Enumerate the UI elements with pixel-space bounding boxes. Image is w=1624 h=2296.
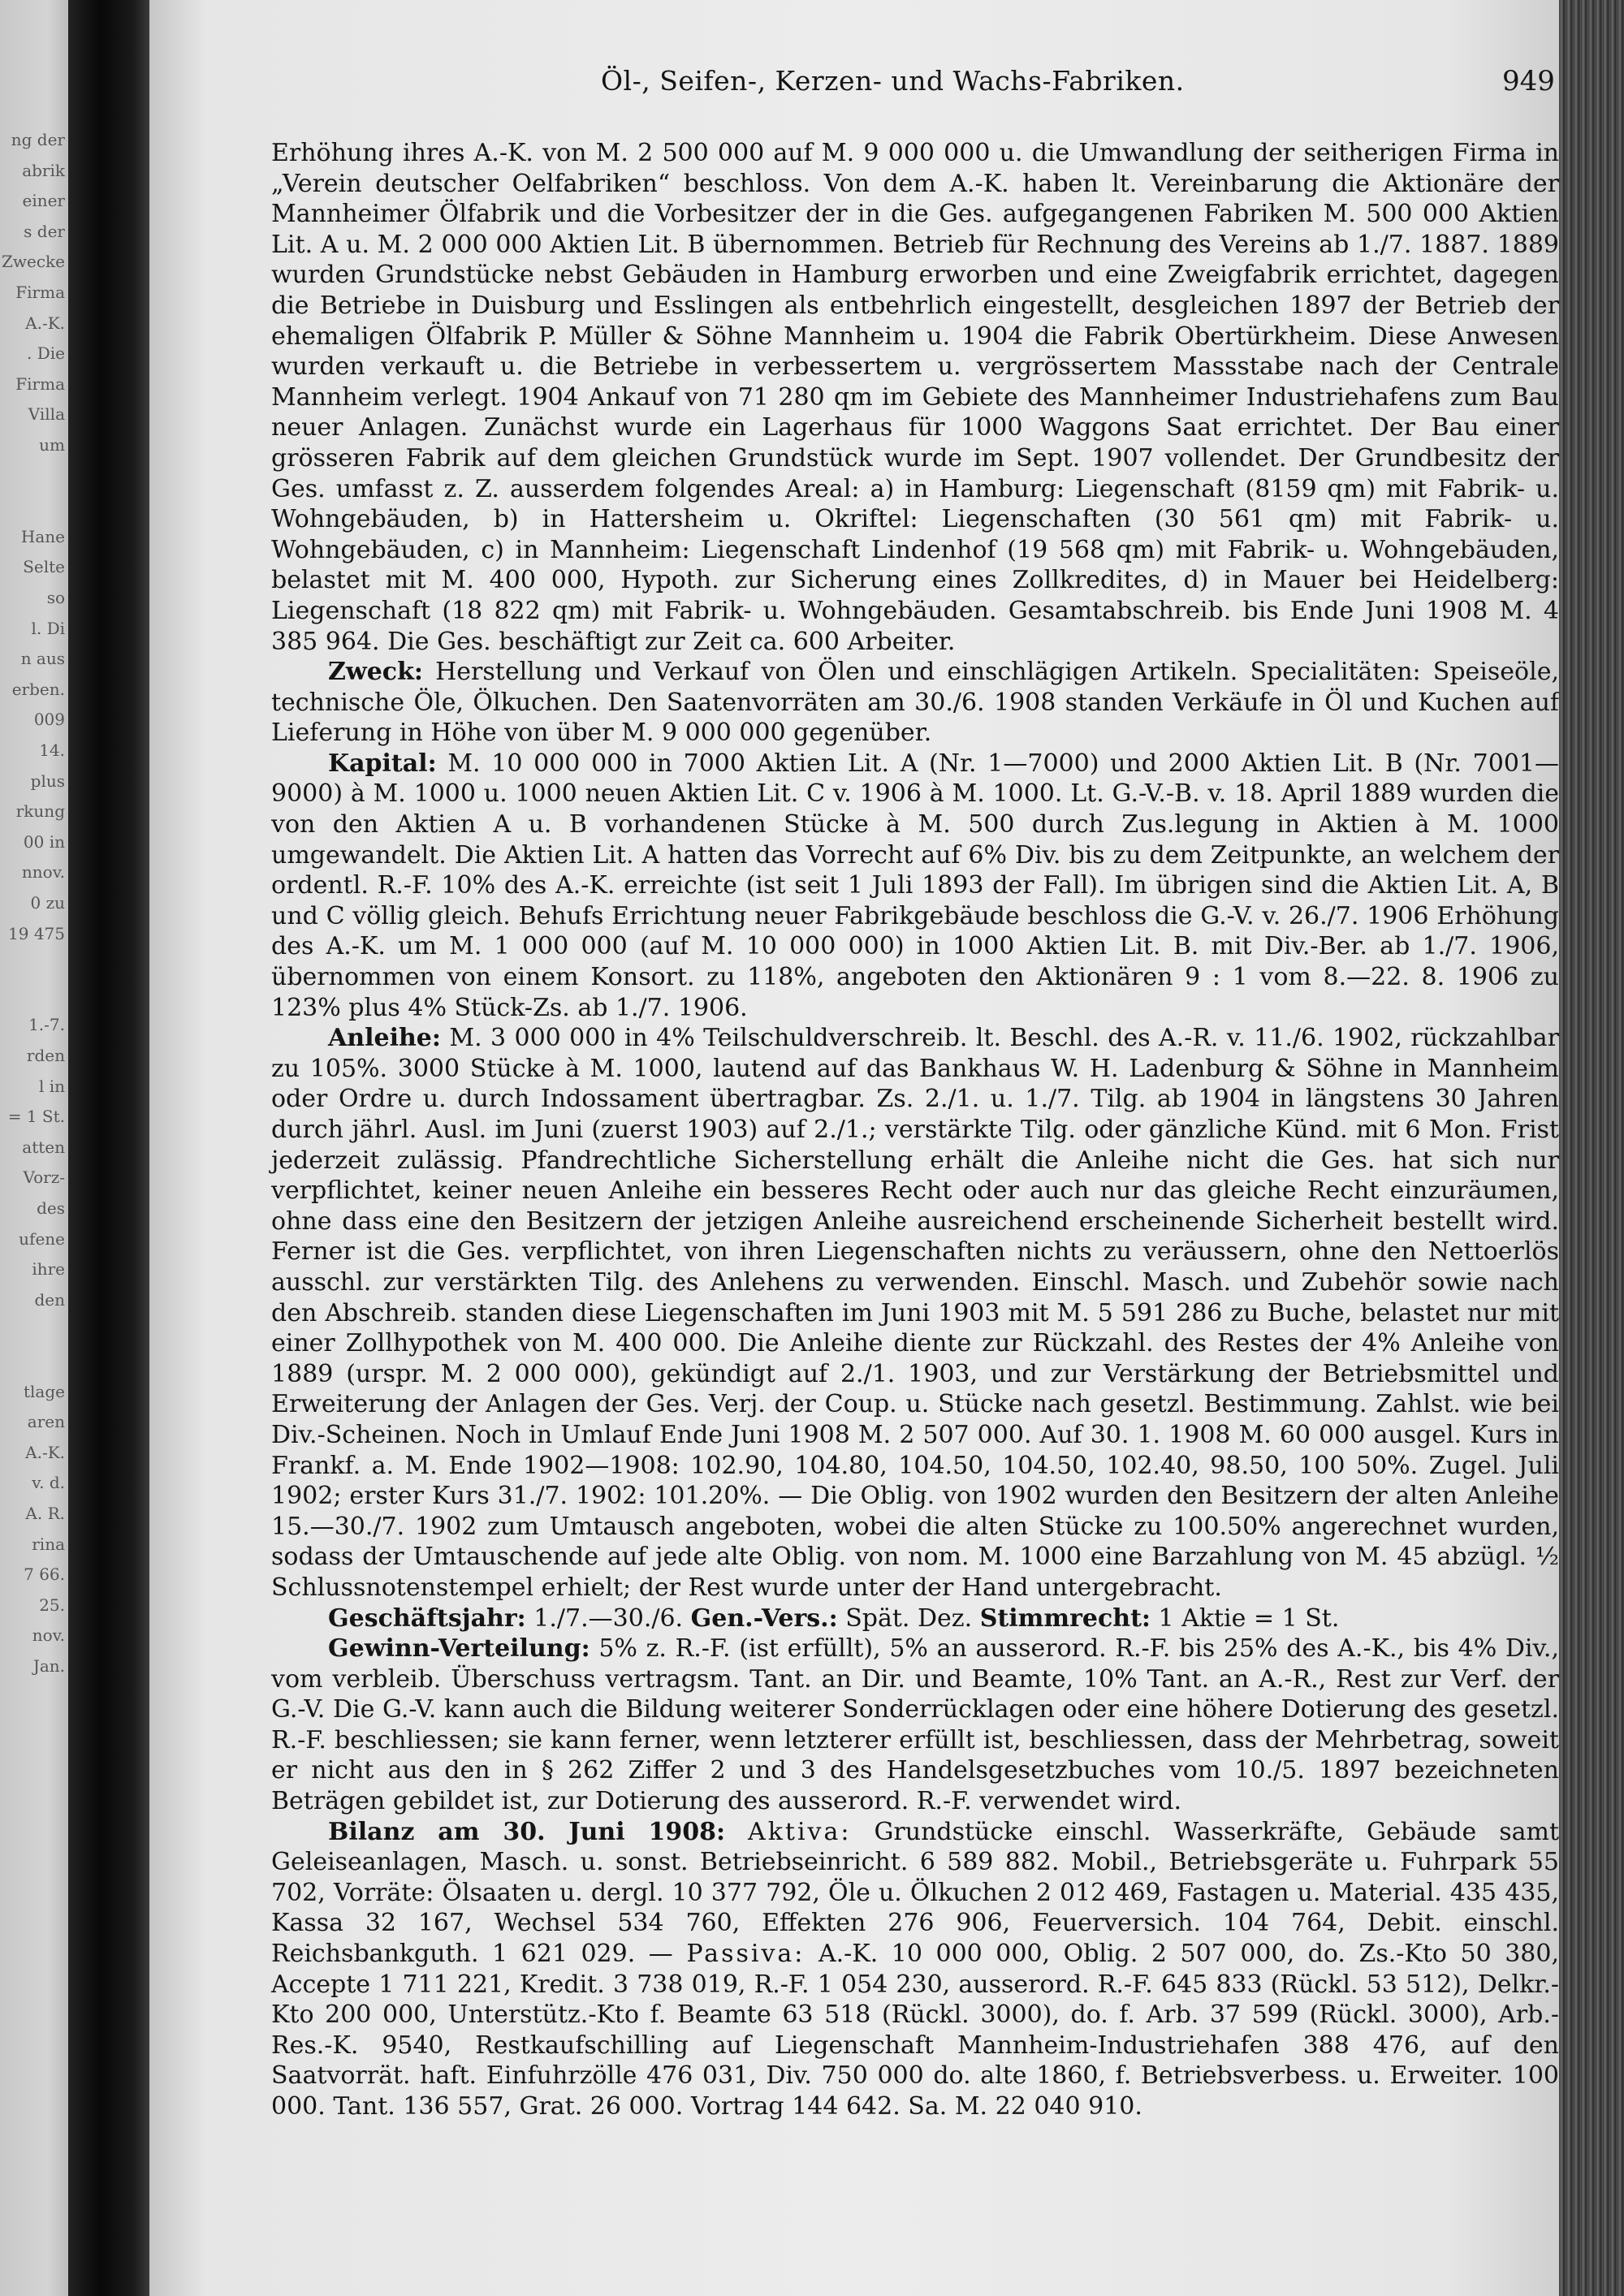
previous-page-fragment: 1.-7. xyxy=(28,1015,65,1035)
previous-page-fragment: so xyxy=(46,588,65,607)
previous-page-fragment: einer xyxy=(22,191,65,211)
label-zweck: Zweck: xyxy=(328,658,423,687)
previous-page-fragment: A.-K. xyxy=(25,1442,65,1462)
paragraph-bilanz xyxy=(271,1817,1559,2122)
text-kapital: M. 10 000 000 in 7000 Aktien Lit. A (Nr. 1—7000) und 2000 Aktien Lit. B (Nr. 7001—9000) à M. 1000 u. 1000 neuen Aktien Lit. C v. 1906 à M. 1000. Lt. G.-V.-B. v. 18. April 1889 wurden die von den Aktien A u. B vorhandenen Stücke à M. 500 durch Zus.legung in Aktien à M. 1000 umgewandelt. Die Aktien Lit. A hatten das Vorrecht auf 6% Div. bis zu dem Zeitpunkte, an welchem der ordentl. R.-F. 10% des A.-K. erreichte (ist seit 1 Juli 1893 der Fall). Im übrigen sind die Aktien Lit. A, B und C völlig gleich. Behufs Errichtung neuer Fabrikgebäude beschloss die G.-V. v. 26./7. 1906 Erhöhung des A.-K. um M. 1 000 000 (auf M. 10 000 000) in 1000 Aktien Lit. B. mit Div.-Ber. ab 1./7. 1906, übernommen von einem Konsort. zu 118%, angeboten den Aktionären 9 : 1 vom 8.—22. 8. 1906 zu 123% plus 4% Stück-Zs. ab 1./7. 1906. xyxy=(271,749,1559,1022)
intro-paragraph: Erhöhung ihres A.-K. von M. 2 500 000 auf M. 9 000 000 u. die Umwandlung der seitherigen Firma in „Verein deutscher Oelfabriken“ beschloss. Von dem A.-K. haben lt. Vereinbarung die Aktionäre der Mannheimer Ölfabrik und die Vorbesitzer der in die Ges. aufgegangenen Fabriken M. 500 000 Aktien Lit. A u. M. 2 000 000 Aktien Lit. B übernommen. Betrieb für Rechnung des Vereins ab 1./7. 1887. 1889 wurden Grundstücke nebst Gebäuden in Hamburg erworben und eine Zweigfabrik errichtet, dagegen die Betriebe in Duisburg und Esslingen als entbehrlich eingestellt, desgleichen 1897 der Betrieb der ehemaligen Ölfabrik P. Müller & Söhne Mannheim u. 1904 die Fabrik Obertürkheim. Diese Anwesen wurden verkauft u. die Betriebe in verbessertem u. vergrössertem Massstabe nach der Centrale Mannheim verlegt. 1904 Ankauf von 71 280 qm im Gebiete des Mannheimer Industriehafens zum Bau neuer Anlagen. Zunächst wurde ein Lagerhaus für 1000 Waggons Saat errichtet. Der Bau einer grösseren Fabrik auf dem gleichen Grundstück wurde im Sept. 1907 vollendet. Der Grundbesitz der Ges. umfasst z. Z. ausserdem folgendes Areal: a) in Hamburg: Liegenschaft (8159 qm) mit Fabrik- u. Wohngebäuden, b) in Hattersheim u. Okriftel: Liegenschaften (30 561 qm) mit Fabrik- u. Wohngebäuden, c) in Mannheim: Liegenschaft Lindenhof (19 568 qm) mit Fabrik- u. Wohngebäuden, belastet mit M. 400 000, Hypoth. zur Sicherung eines Zollkredites, d) in Mauer bei Heidelberg: Liegenschaft (18 822 qm) mit Fabrik- u. Wohngebäuden. Gesamtabschreib. bis Ende Juni 1908 M. 4 385 964. Die Ges. beschäftigt zur Zeit ca. 600 Arbeiter. xyxy=(271,139,1559,656)
previous-page-fragment: atten xyxy=(22,1137,65,1157)
text-geschaeftsjahr: 1./7.—30./6. xyxy=(525,1603,691,1633)
previous-page-fragment: n aus xyxy=(20,649,65,669)
previous-page-fragment: nov. xyxy=(32,1625,65,1646)
previous-page-fragment: 7 66. xyxy=(24,1564,65,1585)
previous-page-fragment: rina xyxy=(32,1534,65,1554)
previous-page-fragment: v. d. xyxy=(32,1473,65,1493)
previous-page-fragment: 009 xyxy=(33,710,65,730)
label-anleihe: Anleihe: xyxy=(328,1024,441,1053)
previous-page-fragment: rkung xyxy=(15,801,65,822)
label-stimmrecht: Stimmrecht: xyxy=(979,1603,1151,1633)
previous-page-fragment: abrik xyxy=(22,160,65,180)
previous-page-fragment: ihre xyxy=(32,1259,65,1280)
previous-page-fragment: . Die xyxy=(27,343,65,364)
paragraph-zweck xyxy=(271,657,1559,749)
page-stack-edge xyxy=(1559,0,1624,2296)
book-gutter xyxy=(68,0,149,2296)
previous-page-fragment: l in xyxy=(38,1076,65,1096)
previous-page-fragment: nnov. xyxy=(21,862,65,883)
label-gewinn-verteilung: Gewinn-Verteilung: xyxy=(328,1634,590,1664)
previous-page-fragment: rden xyxy=(26,1046,65,1065)
text-passiva: A.-K. 10 000 000, Oblig. 2 507 000, do. Zs.-Kto 50 380, Accepte 1 711 221, Kredit. 3 738 019, R.-F. 1 054 230, ausserord. R.-F. 645 833 (Rückl. 53 512), Delkr.-Kto 200 000, Unterstütz.-Kto f. Beamte 63 518 (Rückl. 3000), do. f. Arb. 37 599 (Rückl. 3000), Arb.-Res.-K. 9540, Restkaufschilling auf Liegenschaft Mannheim-Industriehafen 388 476, auf den Saatvorrät. haft. Einfuhrzölle 476 031, Div. 750 000 do. alte 1860, f. Betriebsverbess. u. Erweiter. 100 000. Tant. 136 557, Grat. 26 000. Vortrag 144 642. Sa. M. 22 040 910. xyxy=(271,1940,1559,2121)
text-aktiva: Grundstücke einschl. Wasserkräfte, Gebäude samt Geleiseanlagen, Masch. u. sonst. Betriebseinricht. 6 589 882. Mobil., Betriebsgeräte u. Fuhrpark 55 702, Vorräte: Ölsaaten u. dergl. 10 377 792, Öle u. Ölkuchen 2 012 469, Fastagen u. Material. 435 435, Kassa 32 167, Wechsel 534 760, Effekten 276 906, Feuerversich. 104 764, Debit. einschl. Reichsbankguth. 1 621 029. — xyxy=(271,1817,1559,1969)
previous-page-fragment: Jan. xyxy=(32,1656,65,1676)
previous-page-fragment: ufene xyxy=(19,1228,65,1249)
previous-page-edge xyxy=(0,0,68,2296)
page-number: 949 xyxy=(1502,65,1555,97)
label-gen-vers: Gen.-Vers.: xyxy=(690,1603,838,1633)
running-head: Öl-, Seifen-, Kerzen- und Wachs-Fabriken. xyxy=(601,65,1185,97)
paragraph-geschaeftsjahr xyxy=(271,1603,1559,1634)
previous-page-fragment: Firma xyxy=(15,283,65,302)
page xyxy=(149,0,1559,2296)
previous-page-fragment: l. Di xyxy=(31,618,65,638)
paragraph-anleihe xyxy=(271,1023,1559,1603)
label-bilanz: Bilanz am 30. Juni 1908: xyxy=(328,1817,726,1846)
previous-page-fragment: um xyxy=(39,435,65,455)
previous-page-fragment: aren xyxy=(27,1412,65,1432)
paragraph-kapital xyxy=(271,749,1559,1023)
text-zweck: Herstellung und Verkauf von Ölen und einschlägigen Artikeln. Specialitäten: Speiseöle, technische Öle, Ölkuchen. Den Saatenvorräten am 30./6. 1908 standen Verkäufe in Öl und Kuchen auf Lieferung in Höhe von über M. 9 000 000 gegenüber. xyxy=(271,658,1559,748)
paragraph-gewinn-verteilung xyxy=(271,1634,1559,1817)
previous-page-fragment: 0 zu xyxy=(30,893,65,913)
previous-page-fragment: plus xyxy=(30,770,65,791)
label-aktiva: Aktiva: xyxy=(748,1817,852,1846)
previous-page-fragment: 00 in xyxy=(23,831,65,852)
previous-page-fragment: ng der xyxy=(11,130,65,149)
previous-page-fragment: 25. xyxy=(39,1595,65,1615)
previous-page-fragment: Hane xyxy=(20,526,65,546)
previous-page-fragment: 14. xyxy=(39,740,65,760)
previous-page-fragment: Firma xyxy=(15,373,65,394)
label-kapital: Kapital: xyxy=(328,749,437,778)
previous-page-fragment: = 1 St. xyxy=(7,1107,65,1127)
previous-page-fragment: den xyxy=(34,1289,65,1310)
text-gewinn-verteilung: 5% z. R.-F. (ist erfüllt), 5% an ausserord. R.-F. bis 25% des A.-K., bis 4% Div., vom verbleib. Überschuss vertragsm. Tant. an Dir. und Beamte, 10% Tant. an A.-R., Rest zur Verf. der G.-V. Die G.-V. kann auch die Bildung weiterer Sonderrücklagen oder eine höhere Dotierung des gesetzl. R.-F. beschliessen; sie kann ferner, wenn letzterer erfüllt ist, beschliessen, dass der Mehrbetrag, soweit er nicht aus den in § 262 Ziffer 2 und 3 des Handelsgesetzbuches vom 10./5. 1897 bezeichneten Beträgen gebildet ist, zur Dotierung des ausserord. R.-F. verwendet wird. xyxy=(271,1634,1559,1816)
previous-page-fragment: tlage xyxy=(24,1381,65,1401)
label-passiva: Passiva: xyxy=(686,1940,806,1969)
previous-page-fragment: A.-K. xyxy=(25,313,65,333)
previous-page-fragment: Villa xyxy=(28,404,65,425)
text-gen-vers: Spät. Dez. xyxy=(837,1603,980,1633)
previous-page-fragment: s der xyxy=(24,221,65,241)
previous-page-fragment: erben. xyxy=(11,679,65,699)
body-text xyxy=(271,138,1559,2122)
label-geschaeftsjahr: Geschäftsjahr: xyxy=(328,1603,526,1633)
previous-page-fragment: Vorz- xyxy=(23,1167,65,1188)
text-anleihe: M. 3 000 000 in 4% Teilschuldverschreib. lt. Beschl. des A.-R. v. 11./6. 1902, rückzahlbar zu 105%. 3000 Stücke à M. 1000, lautend auf das Bankhaus W. H. Ladenburg & Söhne in Mannheim oder Ordre u. durch Indossament übertragbar. Zs. 2./1. u. 1./7. Tilg. ab 1904 in längstens 30 Jahren durch jährl. Ausl. im Juni (zuerst 1903) auf 2./1.; verstärkte Tilg. oder gänzliche Künd. mit 6 Mon. Frist jederzeit zulässig. Pfandrechtliche Sicherstellung erhält die Anleihe nicht die Ges. hat sich nur verpflichtet, keiner neuen Anleihe ein besseres Recht oder auch nur das gleiche Recht einzuräumen, ohne dass eine den Besitzern der jetzigen Anleihe ausreichend erscheinende Sicherheit bestellt wird. Ferner ist die Ges. verpflichtet, von ihren Liegenschaften nichts zu veräussern, ohne den Nettoerlös ausschl. zur verstärkten Tilg. des Anlehens zu verwenden. Einschl. Masch. und Zubehör sowie nach den Abschreib. standen diese Liegenschaften im Juni 1903 mit M. 5 591 286 zu Buche, belastet nur mit einer Zollhypothek von M. 400 000. Die Anleihe diente zur Rückzahl. des Restes der 4% Anleihe von 1889 (urspr. M. 2 000 000), gekündigt auf 2./1. 1903, und zur Verstärkung der Betriebsmittel und Erweiterung der Anlagen der Ges. Verj. der Coup. u. Stücke nach gesetzl. Bestimmung. Zahlst. wie bei Div.-Scheinen. Noch in Umlauf Ende Juni 1908 M. 2 507 000. Auf 30. 1. 1908 M. 60 000 ausgel. Kurs in Frankf. a. M. Ende 1902—1908: 102.90, 104.80, 104.50, 104.50, 102.40, 98.50, 100 50%. Zugel. Juli 1902; erster Kurs 31./7. 1902: 101.20%. — Die Oblig. von 1902 wurden den Besitzern der alten Anleihe 15.—30./7. 1902 zum Umtausch angeboten, wobei die alten Stücke zu 100.50% angerechnet wurden, sodass der Umtauschende auf jede alte Oblig. von nom. M. 1000 eine Barzahlung von M. 45 abzügl. ½ Schlussnotenstempel erhielt; der Rest wurde unter der Hand untergebracht. xyxy=(271,1024,1559,1602)
previous-page-fragment: des xyxy=(37,1198,65,1218)
text-stimmrecht: 1 Aktie = 1 St. xyxy=(1151,1603,1340,1633)
previous-page-fragment: A. R. xyxy=(25,1504,65,1523)
previous-page-fragment: Selte xyxy=(23,557,65,577)
previous-page-fragment: Zwecke xyxy=(1,252,65,272)
previous-page-fragment: 19 475 xyxy=(8,923,65,943)
